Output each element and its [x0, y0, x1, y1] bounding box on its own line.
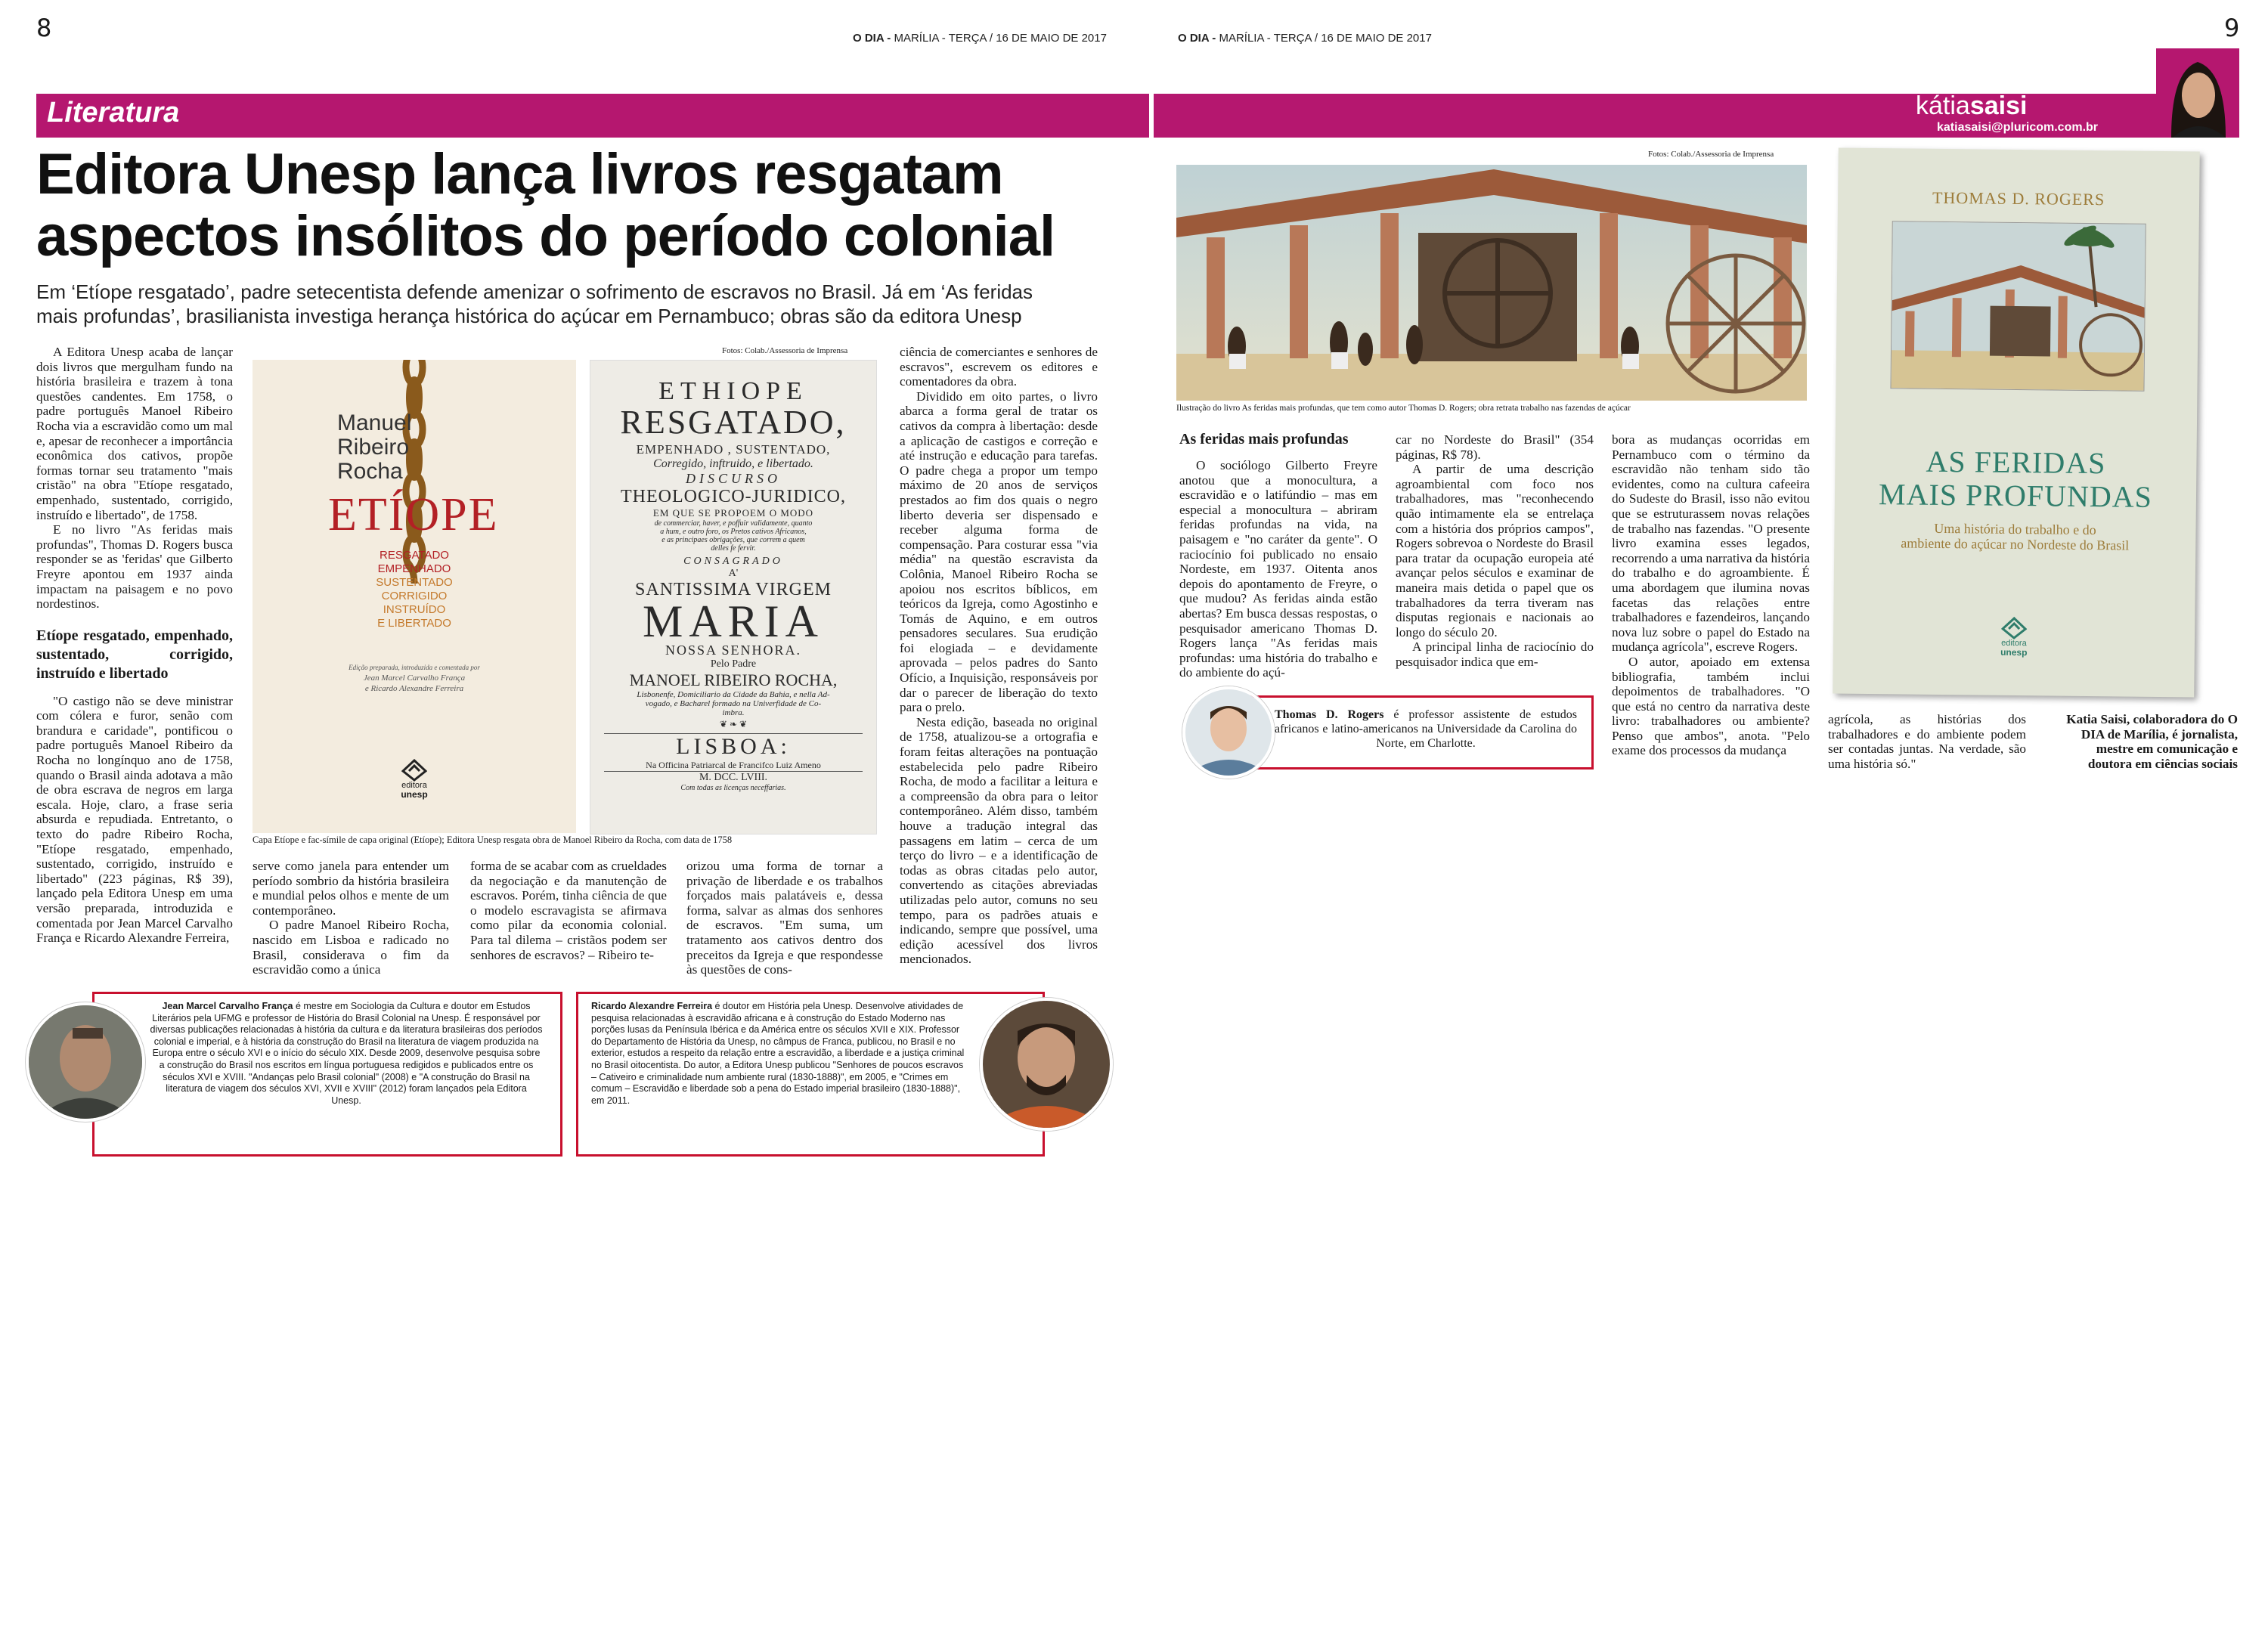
page-number-right: 9 [2224, 14, 2240, 42]
bio-text-jean: Jean Marcel Carvalho França é mestre em Sociologia da Cultura e doutor em Estudos Literários pela UFMG e professor de História do Brasil Colonial na Unesp. É responsável por diversas publicações relacionadas à história da cultura e da literatura brasileiras dos períodos colonial e imperial, e à história da construção do Brasil na literatura de viagem produzida na Europa entre o século XVI e o início do século XIX. Desde 2009, desenvolve pesquisa sobre a construção do Brasil nos escritos em língua portuguesa redigidos e publicados entre os séculos XVI e XVIII. "Andanças pelo Brasil colonial" (2008) e "A construção do Brasil na literatura de viagem dos séculos XVI, XVII e XVIII" (2012) foram lançados pela Editora Unesp. [150, 1001, 543, 1106]
columnist-name: kátiasaisi [1916, 91, 2028, 120]
header-right: O DIA - MARÍLIA - TERÇA / 16 DE MAIO DE 2017 [1178, 32, 1432, 45]
article-column-right-2: car no Nordeste do Brasil" (354 páginas, R$ 78). A partir de uma descrição agroambiental com foco nos trabalhadores, mas "reconhecendo quão intimamente ela se entrelaça com a história dos próprios campos", Rogers sobrevoa o Nordeste do Brasil para tratar da ocupação europeia até avançar pelos séculos e examinar de maneira mais detida o papel que os trabalhadores da terra tiveram nas disputas regionais e nacionais ao longo do século 20. A principal linha de raciocínio do pesquisador indica que em- [1396, 432, 1594, 669]
cover-illustration [1890, 221, 2146, 392]
engraving-illustration [1176, 165, 1807, 401]
unesp-logo-right: editora unesp [1996, 617, 2033, 657]
etiope-title: ETÍOPE [328, 489, 499, 540]
article-subhead-right: As feridas mais profundas [1179, 431, 1349, 447]
section-title: Literatura [47, 97, 180, 129]
bio-text-thomas: Thomas D. Rogers é professor assistente de estudos africanos e latino-americanos na Universidade da Carolina do Norte, em Charlotte. [1275, 708, 1578, 750]
author-photo-jean [26, 1002, 145, 1122]
page-number-left: 8 [36, 14, 52, 42]
article-column-right-1: O sociólogo Gilberto Freyre anotou que a monocultura, a escravidão e o latifúndio – mas em especial a monocultura – abriram feridas profundas na vida, na paisagem e "no caráter da gente". O raciocínio foi publicado no ensaio Nordeste, em 1937. Oitenta anos depois do apontamento de Freyre, o que mudou? As feridas ainda estão abertas? Em busca dessas respostas, o pesquisador americano Thomas D. Rogers lança "As feridas mais profundas: uma história do trabalho e do ambiente do açú- [1179, 458, 1377, 680]
cover-subtitle: Uma história do trabalho e do ambiente do açúcar no Nordeste do Brasil [1901, 520, 2130, 553]
facsimile-original-cover: ETHIOPE RESGATADO, EMPENHADO , SUSTENTADO, Corregido, inftruido, e libertado. DISCURSO THEOLOGICO-JURIDICO, EM QUE SE PROPOEM O MODO de commerciar, haver, e poffuir validamente, quanto a hum, e outro foro, os Pretos cativos Africanos, e as principaes obrigações, que correm a quem delles fe fervir. CONSAGRADO A' SANTISSIMA VIRGEM MARIA NOSSA SENHORA. Pelo Padre MANOEL RIBEIRO ROCHA, Lisbonenfe, Domiciliario da Cidade da Bahia, e nella Ad- vogado, e Bacharel formado na Univerfidade de Co- imbra. ❦ ❧ ❦ LISBOA: Na Officina Patriarcal de Francifco Luiz Ameno M. DCC. LVIII. Com todas as licenças neceffarias. [590, 360, 877, 835]
image-caption-left: Capa Etíope e fac-símile de capa original (Etíope); Editora Unesp resgata obra de Manoel Ribeiro da Rocha, com data de 1758 [253, 835, 733, 845]
article-column-2: serve como janela para entender um período sombrio da história brasileira e mundial pelos olhos e mente de um contemporâneo. O padre Manoel Ribeiro Rocha, nascido em Lisboa e radicado no Brasil, considerava o fim da escravidão como a única [253, 859, 449, 977]
author-signature: Katia Saisi, colaboradora do O DIA de Marília, é jornalista, mestre em comunicação e doutora em ciências sociais [2066, 712, 2238, 771]
article-column-3: forma de se acabar com as crueldades da negociação e da manutenção de escravos. Porém, tinha ciência de que o modelo escravagista se afirmava como pilar da economia colonial. Para tal dilema – cristãos podem ser senhores de escravos? – Ribeiro te- [470, 859, 667, 962]
bio-text-ricardo: Ricardo Alexandre Ferreira é doutor em História pela Unesp. Desenvolve atividades de pesquisa relacionadas à escravidão africana e à construção do Estado Moderno nas porções lusas da Península Ibérica e da América entre os séculos XVII e XIX. Professor do Departamento de História da Unesp, no câmpus de Franca, publicou, no Brasil e no exterior, estudos a respeito da relação entre a escravidão, a liberdade e a justiça criminal no Brasil oitocentista. Do autor, a Editora Unesp publicou "Senhores de poucos escravos – Cativeiro e criminalidade num ambiente rural (1830-1888)", em 2005, e "Crimes em comum – Escravidão e liberdade sob a pena do Estado imperial brasileiro (1830-1888)", em 2011. [591, 1001, 965, 1106]
book-cover-etiope: Manuel Ribeiro Rocha ETÍOPE RESGATADO EMPENHADO SUSTENTADO CORRIGIDO INSTRUÍDO E LIBERTADO Edição preparada, introduzida e comentada por Jean Marcel Carvalho França e Ricardo Alexandre Ferreira editora unesp [253, 360, 576, 833]
columnist-email: katiasaisi@pluricom.com.br [1937, 121, 2099, 134]
cover-title: AS FERIDAS MAIS PROFUNDAS [1878, 444, 2153, 514]
book-cover-as-feridas [1833, 148, 2200, 698]
article-column-right-3: bora as mudanças ocorridas em Pernambuco com o término da escravidão não tenham sido tão evidentes, como na cultura cafeeira do Sudeste do Brasil, isso não evitou que se estruturassem novas relações de trabalho nas fazendas. "O presente livro examina esses legados, recorrendo a uma narrativa da história do trabalho e do agroambiente. É uma abordagem que ilumina novas facetas das relações entre trabalhadores e fazendeiros, lançando nova luz sobre o papel do Estado na mudança agrícola", escreve Rogers. O autor, apoiado em extensa bibliografia, também inclui depoimentos de trabalhadores. "O que está no centro da narrativa deste livro: trabalhadores ou ambiente? Penso que ambos", anota. "Pelo exame dos processos da mudança [1612, 432, 1810, 758]
section-bar [36, 94, 1149, 138]
article-column-1: A Editora Unesp acaba de lançar dois livros que mergulham fundo na história brasileira e trazem à tona questões candentes. Em 1758, o padre português Manoel Ribeiro Rocha via a escravidão como um mal e, apesar de reconhecer a importância econômica dos cativos, propõe formas tornar seu tratamento "mais cristão" na obra "Etíope resgatado, empenhado, sustentado, corrigido, instruído e libertado", de 1758. E no livro "As feridas mais profundas", Thomas D. Rogers busca responder se as 'feridas' que Gilberto Freyre apontou em 1937 ainda impactam na paisagem e no povo nordestinos. Etíope resgatado, empenhado, sustentado, corrigido, instruído e libertado "O castigo não se deve ministrar com cólera e furor, senão com brandura e caridade", pontificou o padre português Manoel Ribeiro da Rocha no longínquo ano de 1758, quando o Brasil ainda adotava a mão de obra escrava de negros em larga escala. Hoje, claro, a frase seria absurda e repudiada. Entretanto, o texto do padre Ribeiro Rocha, "Etíope resgatado, empenhado, sustentado, corrigido, instruído e libertado" (223 páginas, R$ 39), lançado pela Editora Unesp em uma versão preparada, introduzida e comentada por Jean Marcel Carvalho França e Ricardo Alexandre Ferreira, [36, 345, 233, 946]
article-column-5: ciência de comerciantes e senhores de escravos", escrevem os editores e comentadores da obra. Dividido em oito partes, o livro abarca a forma geral de tratar os cativos da compra à libertação: desde a aplicação de castigos e correção e até instrução e educação para tarefas. O padre chega a propor um tempo máximo de 20 anos de serviços prestados ao fim dos quais o negro liberto deveria ser dispensado e receber alguma forma de compensação. Para costurar essa "via média" na questão escravista da Colônia, Manoel Ribeiro Rocha se apoiou nos escritos bíblicos, em teóricos da Igreja, como Agostinho e Tomás de Aquino, e em outros pensadores seculares. Sua erudição foi elogiada – e devidamente aprovada – pelos padres do Santo Ofício, a Inquisição, responsáveis por dar o parecer de liberação do texto para o prelo. Nesta edição, baseada no original de 1758, atualizou-se a ortografia e foram feitas alterações na pontuação estabelecida pelo padre Ribeiro Rocha, de modo a facilitar a leitura e a compreensão da obra para o leitor contemporâneo. Além disso, também houve a tradução integral das passagens em latim – cerca de um terço do livro – e a identificação de todas as obras citadas pelo autor, convertendo as citações abreviadas utilizadas pelo autor, comuns no seu tempo, para os padrões atuais e indicando, sempre que possível, uma edição acessível dos livros mencionados. [900, 345, 1098, 967]
article-column-4: orizou uma forma de tornar a privação de liberdade e os trabalhos forçados mais palatáveis e, dessa forma, salvar as almas dos senhores de escravos. "Em suma, um tratamento aos cativos dentro dos preceitos da Igreja e que respondesse às questões de cons- [686, 859, 883, 977]
author-photo-thomas [1182, 686, 1275, 779]
illustration-caption: Ilustração do livro As feridas mais profundas, que tem como autor Thomas D. Rogers; obra retrata trabalho nas fazendas de açúcar [1176, 404, 1631, 413]
columnist-photo [2156, 48, 2239, 138]
header-left: O DIA - MARÍLIA - TERÇA / 16 DE MAIO DE 2017 [853, 32, 1107, 45]
etiope-subtitle: RESGATADO EMPENHADO SUSTENTADO CORRIGIDO INSTRUÍDO E LIBERTADO [376, 549, 453, 630]
photo-credit-left: Fotos: Colab./Assessoria de Imprensa [722, 346, 848, 355]
cover-author: THOMAS D. ROGERS [1932, 187, 2105, 209]
author-photo-ricardo [980, 998, 1113, 1131]
headline: Editora Unesp lança livros resgatam aspectos insólitos do período colonial [36, 142, 1055, 268]
unesp-logo: editora unesp [396, 759, 432, 799]
subhead: Em ‘Etíope resgatado’, padre setecentista defende amenizar o sofrimento de escravos no Brasil. Já em ‘As feridas mais profundas’, brasilianista investiga herança histórica do açúcar em Pernambuco; obras são da editora Unesp [36, 280, 1033, 327]
article-subhead: Etíope resgatado, empenhado, sustentado, corrigido, instruído e libertado [36, 627, 233, 682]
article-column-right-4: agrícola, as histórias dos trabalhadores e do ambiente podem ser contadas juntas. Na verdade, são uma história só." [1828, 712, 2026, 771]
photo-credit-right: Fotos: Colab./Assessoria de Imprensa [1648, 150, 1774, 159]
